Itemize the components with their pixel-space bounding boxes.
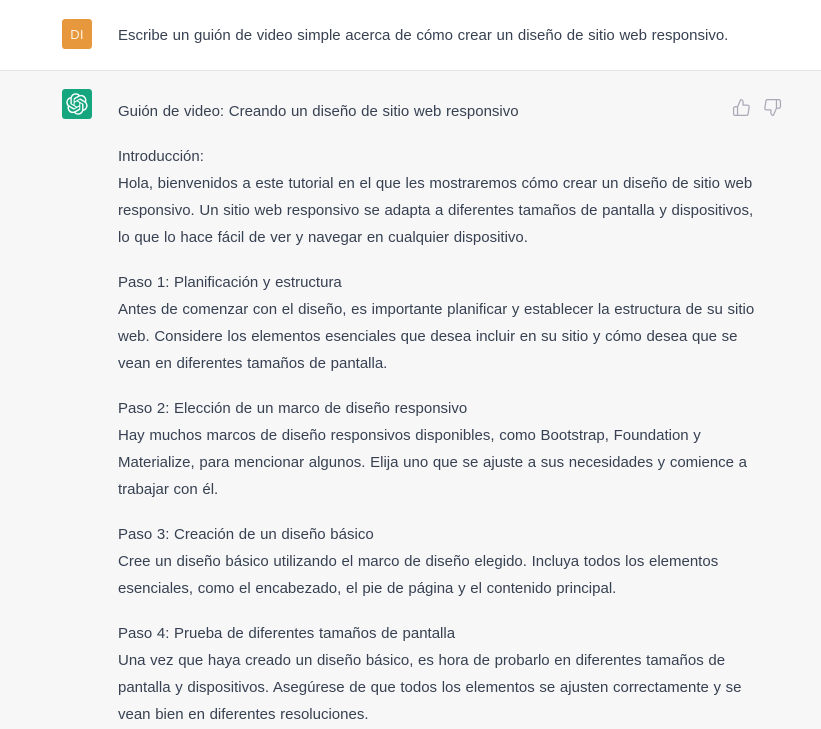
chatgpt-logo-icon xyxy=(62,89,92,119)
section-heading: Paso 1: Planificación y estructura xyxy=(118,274,342,291)
user-message-text: Escribe un guión de video simple acerca de cómo crear un diseño de sitio web responsivo. xyxy=(118,27,729,44)
section-body: Hay muchos marcos de diseño responsivos disponibles, como Bootstrap, Foundation y Materialize, para mencionar algunos. Elija uno que se ajuste a sus necesidades y comience a trabajar con él. xyxy=(118,427,748,498)
thumbs-up-icon xyxy=(732,98,751,117)
section-body: Hola, bienvenidos a este tutorial en el que les mostraremos cómo crear un diseño de sitio web responsivo. Un sitio web responsivo se adapta a diferentes tamaños de pantalla y dispositivos, lo que lo hace fácil de ver y navegar en cualquier dispositivo. xyxy=(118,175,754,246)
user-message-row xyxy=(0,0,821,71)
assistant-title: Guión de video: Creando un diseño de sitio web responsivo xyxy=(118,103,519,120)
thumbs-down-icon xyxy=(763,98,782,117)
section-body: Cree un diseño básico utilizando el marco de diseño elegido. Incluya todos los elementos esenciales, como el encabezado, el pie de página y el contenido principal. xyxy=(118,553,719,597)
thumbs-up-button[interactable] xyxy=(732,98,751,117)
section-heading: Paso 3: Creación de un diseño básico xyxy=(118,526,374,543)
message-actions xyxy=(732,98,782,117)
assistant-message-text xyxy=(118,98,758,728)
assistant-section xyxy=(118,521,758,602)
assistant-message-row xyxy=(0,71,821,729)
section-body: Una vez que haya creado un diseño básico, es hora de probarlo en diferentes tamaños de pantalla y dispositivos. Asegúrese de que todos los elementos se ajusten correctamente y se vean bien en diferentes resoluciones. xyxy=(118,652,742,723)
user-avatar: DI xyxy=(62,19,92,49)
section-body: Antes de comenzar con el diseño, es importante planificar y establecer la estructura de su sitio web. Considere los elementos esenciales que desea incluir en su sitio y cómo desea que se vean en diferentes tamaños de pantalla. xyxy=(118,301,755,372)
section-heading: Paso 2: Elección de un marco de diseño responsivo xyxy=(118,400,468,417)
section-heading: Paso 4: Prueba de diferentes tamaños de pantalla xyxy=(118,625,456,642)
section-heading: Introducción: xyxy=(118,148,204,165)
assistant-section xyxy=(118,620,758,728)
assistant-section xyxy=(118,395,758,503)
thumbs-down-button[interactable] xyxy=(763,98,782,117)
assistant-section xyxy=(118,143,758,251)
assistant-section xyxy=(118,269,758,377)
